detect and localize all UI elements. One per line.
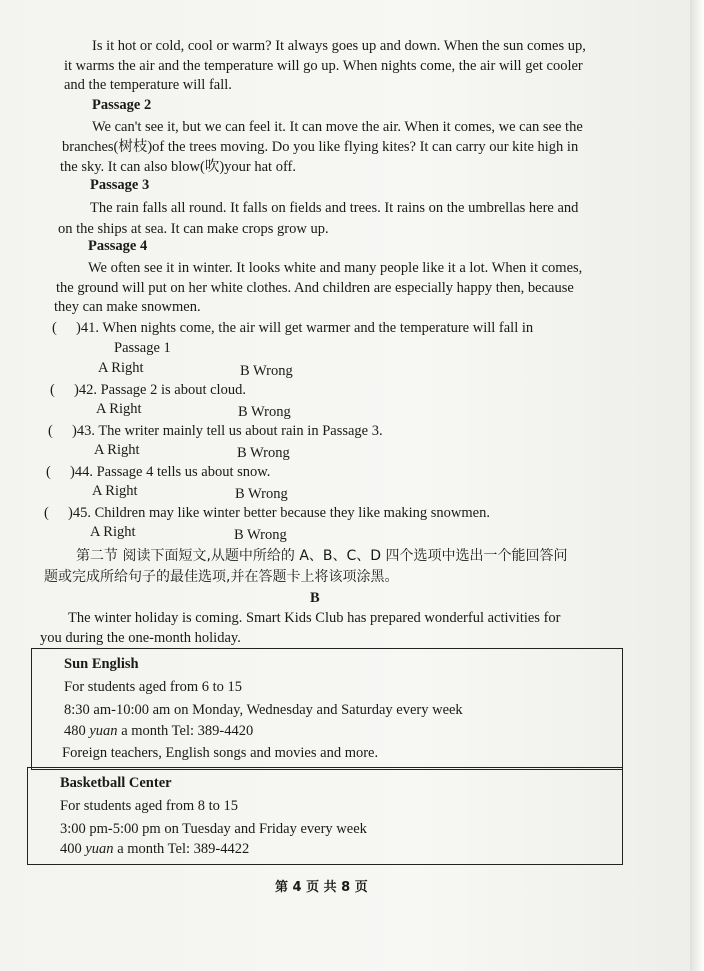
passage3-title: Passage 3 — [90, 177, 150, 193]
answer-blank: ( — [50, 382, 55, 398]
section2-instruction-2: 题或完成所给句子的最佳选项,并在答题卡上将该项涂黑。 — [44, 569, 399, 585]
basketball-center-box — [27, 767, 623, 865]
passage3-line-1: The rain falls all round. It falls on fields and trees. It rains on the umbrellas here and — [90, 200, 579, 216]
passage4-line-1: We often see it in winter. It looks white and many people like it a lot. When it comes, — [88, 260, 583, 276]
question-43: ( )43. The writer mainly tell us about rain in Passage 3. — [48, 423, 383, 439]
sun-english-ages: For students aged from 6 to 15 — [64, 679, 243, 695]
question-45-option-a: A Right — [90, 524, 136, 540]
question-41: ( )41. When nights come, the air will get warmer and the temperature will fall in — [52, 320, 534, 336]
question-42-option-a: A Right — [96, 401, 142, 417]
sun-english-box — [31, 648, 623, 770]
question-44: ( )44. Passage 4 tells us about snow. — [46, 464, 271, 480]
passage4-line-2: the ground will put on her white clothes. And children are especially happy then, because — [56, 280, 574, 296]
sun-english-extra: Foreign teachers, English songs and movies and more. — [62, 745, 379, 761]
answer-blank: ( — [52, 320, 57, 336]
passage3-line-2: on the ships at sea. It can make crops grow up. — [58, 221, 329, 237]
question-43-option-a: A Right — [94, 442, 140, 458]
question-44-option-a: A Right — [92, 483, 138, 499]
passage1-line-1: Is it hot or cold, cool or warm? It always goes up and down. When the sun comes up, — [92, 38, 586, 54]
basketball-time: 3:00 pm-5:00 pm on Tuesday and Friday every week — [60, 821, 367, 837]
section-b-intro-1: The winter holiday is coming. Smart Kids Club has prepared wonderful activities for — [68, 610, 561, 626]
sun-english-time: 8:30 am-10:00 am on Monday, Wednesday and Saturday every week — [64, 702, 463, 718]
answer-blank: ( — [44, 505, 49, 521]
sun-english-price: 480 yuan a month Tel: 389-4420 — [64, 723, 254, 739]
answer-blank: ( — [46, 464, 51, 480]
passage2-line-1: We can't see it, but we can feel it. It can move the air. When it comes, we can see the — [92, 119, 583, 135]
basketball-title: Basketball Center — [60, 775, 172, 791]
question-44-option-b: B Wrong — [235, 486, 288, 502]
question-45: ( )45. Children may like winter better because they like making snowmen. — [44, 505, 490, 521]
section-b-intro-2: you during the one-month holiday. — [40, 630, 241, 646]
passage1-line-2: it warms the air and the temperature will go up. When nights come, the air will get cooler — [64, 58, 583, 74]
section2-instruction-1: 第二节 阅读下面短文,从题中所给的 A、B、C、D 四个选项中选出一个能回答问 — [76, 548, 568, 564]
page-edge — [690, 0, 704, 971]
passage1-line-3: and the temperature will fall. — [64, 77, 232, 93]
question-42-option-b: B Wrong — [238, 404, 291, 420]
passage2-line-2: branches(树枝)of the trees moving. Do you like flying kites? It can carry our kite high in — [62, 139, 579, 155]
question-45-option-b: B Wrong — [234, 527, 287, 543]
section-b-letter: B — [310, 590, 320, 606]
page-footer: 第 4 页 共 8 页 — [275, 880, 368, 895]
basketball-ages: For students aged from 8 to 15 — [60, 798, 239, 814]
question-41-option-b: B Wrong — [240, 363, 293, 379]
question-41-line-2: Passage 1 — [114, 340, 171, 356]
passage2-title: Passage 2 — [92, 97, 152, 113]
passage4-title: Passage 4 — [88, 238, 148, 254]
question-41-option-a: A Right — [98, 360, 144, 376]
passage2-line-3: the sky. It can also blow(吹)your hat off. — [60, 159, 296, 175]
question-42: ( )42. Passage 2 is about cloud. — [50, 382, 246, 398]
sun-english-title: Sun English — [64, 656, 139, 672]
answer-blank: ( — [48, 423, 53, 439]
question-43-option-b: B Wrong — [237, 445, 290, 461]
basketball-price: 400 yuan a month Tel: 389-4422 — [60, 841, 250, 857]
passage4-line-3: they can make snowmen. — [54, 299, 201, 315]
